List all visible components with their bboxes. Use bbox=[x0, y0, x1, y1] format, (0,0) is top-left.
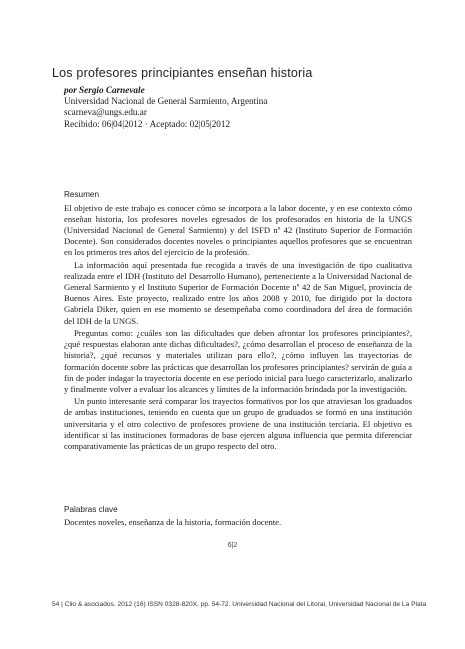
author-email: scarneva@ungs.edu.ar bbox=[64, 107, 147, 118]
abstract-paragraph: Preguntas como: ¿cuáles son las dificultades que deben afrontar los profesores principiantes?, ¿qué respuestas elaboran ante dichas dificultades?, ¿cómo desarrollan el proceso de enseñanza de la historia?, ¿qué recursos y materiales utilizan para ello?, ¿cómo influyen las trayectorias de formación docente sobre las prácticas que desarrollan los profesores principiantes? servirán de guía a fin de poder indagar la trayectoria docente en ese período inicial para luego caracterizarlo, analizarlo y finalmente volver a evaluar los alcances y límites de la información brindada por la investigación. bbox=[64, 328, 412, 394]
abstract-heading: Resumen bbox=[64, 190, 100, 199]
page-footer: 54 | Clio & asociados. 2012 (16) ISSN 0328-820X, pp. 54-72. Universidad Nacional del Litoral, Universidad Nacional de La Plata bbox=[52, 601, 427, 608]
article-dates: Recibido: 06|04|2012 · Aceptado: 02|05|2012 bbox=[64, 118, 231, 129]
abstract-paragraph: El objetivo de este trabajo es conocer cómo se incorpora a la labor docente, y en ese contexto cómo enseñan historia, los profesores noveles egresados de los profesorados en historia de la UNGS (Universidad Nacional de General Sarmiento) y del ISFD nº 42 (Instituto Superior de Formación Docente). Son considerados docentes noveles o principiantes aquellos profesores que se encuentran en los primeros tres años del ejercicio de la profesión. bbox=[64, 203, 412, 258]
keywords-text: Docentes noveles, enseñanza de la historia, formación docente. bbox=[64, 517, 282, 527]
abstract-body bbox=[64, 203, 412, 453]
byline-block bbox=[64, 85, 424, 130]
section-folio: 6|2 bbox=[227, 542, 238, 549]
author-affiliation: Universidad Nacional de General Sarmiento, Argentina bbox=[64, 96, 268, 107]
abstract-paragraph: Un punto interesante será comparar los trayectos formativos por los que atraviesan los graduados de ambas instituciones, teniendo en cuenta que un grupo de graduados se formó en una institución universitaria y el otro colectivo de profesores proviene de una institución terciaria. El objetivo es identificar si las instituciones formadoras de base ejercen alguna influencia que permita diferenciar comparativamente las prácticas de un grupo respecto del otro. bbox=[64, 396, 412, 451]
abstract-paragraph: La información aquí presentada fue recogida a través de una investigación de tipo cualitativa realizada entre el IDH (Instituto del Desarrollo Humano), perteneciente a la Universidad Nacional de General Sarmiento y el Instituto Superior de Formación Docente nº 42 de San Miguel, provincia de Buenos Aires. Este proyecto, realizado entre los años 2008 y 2010, fue dirigido por la doctora Gabriela Diker, quien en ese momento se desempeñaba como coordinadora del área de formación del IDH de la UNGS. bbox=[64, 260, 412, 326]
article-title: Los profesores principiantes enseñan historia bbox=[52, 66, 313, 80]
author-name: por Sergio Carnevale bbox=[64, 85, 145, 95]
keywords-heading: Palabras clave bbox=[64, 505, 118, 514]
